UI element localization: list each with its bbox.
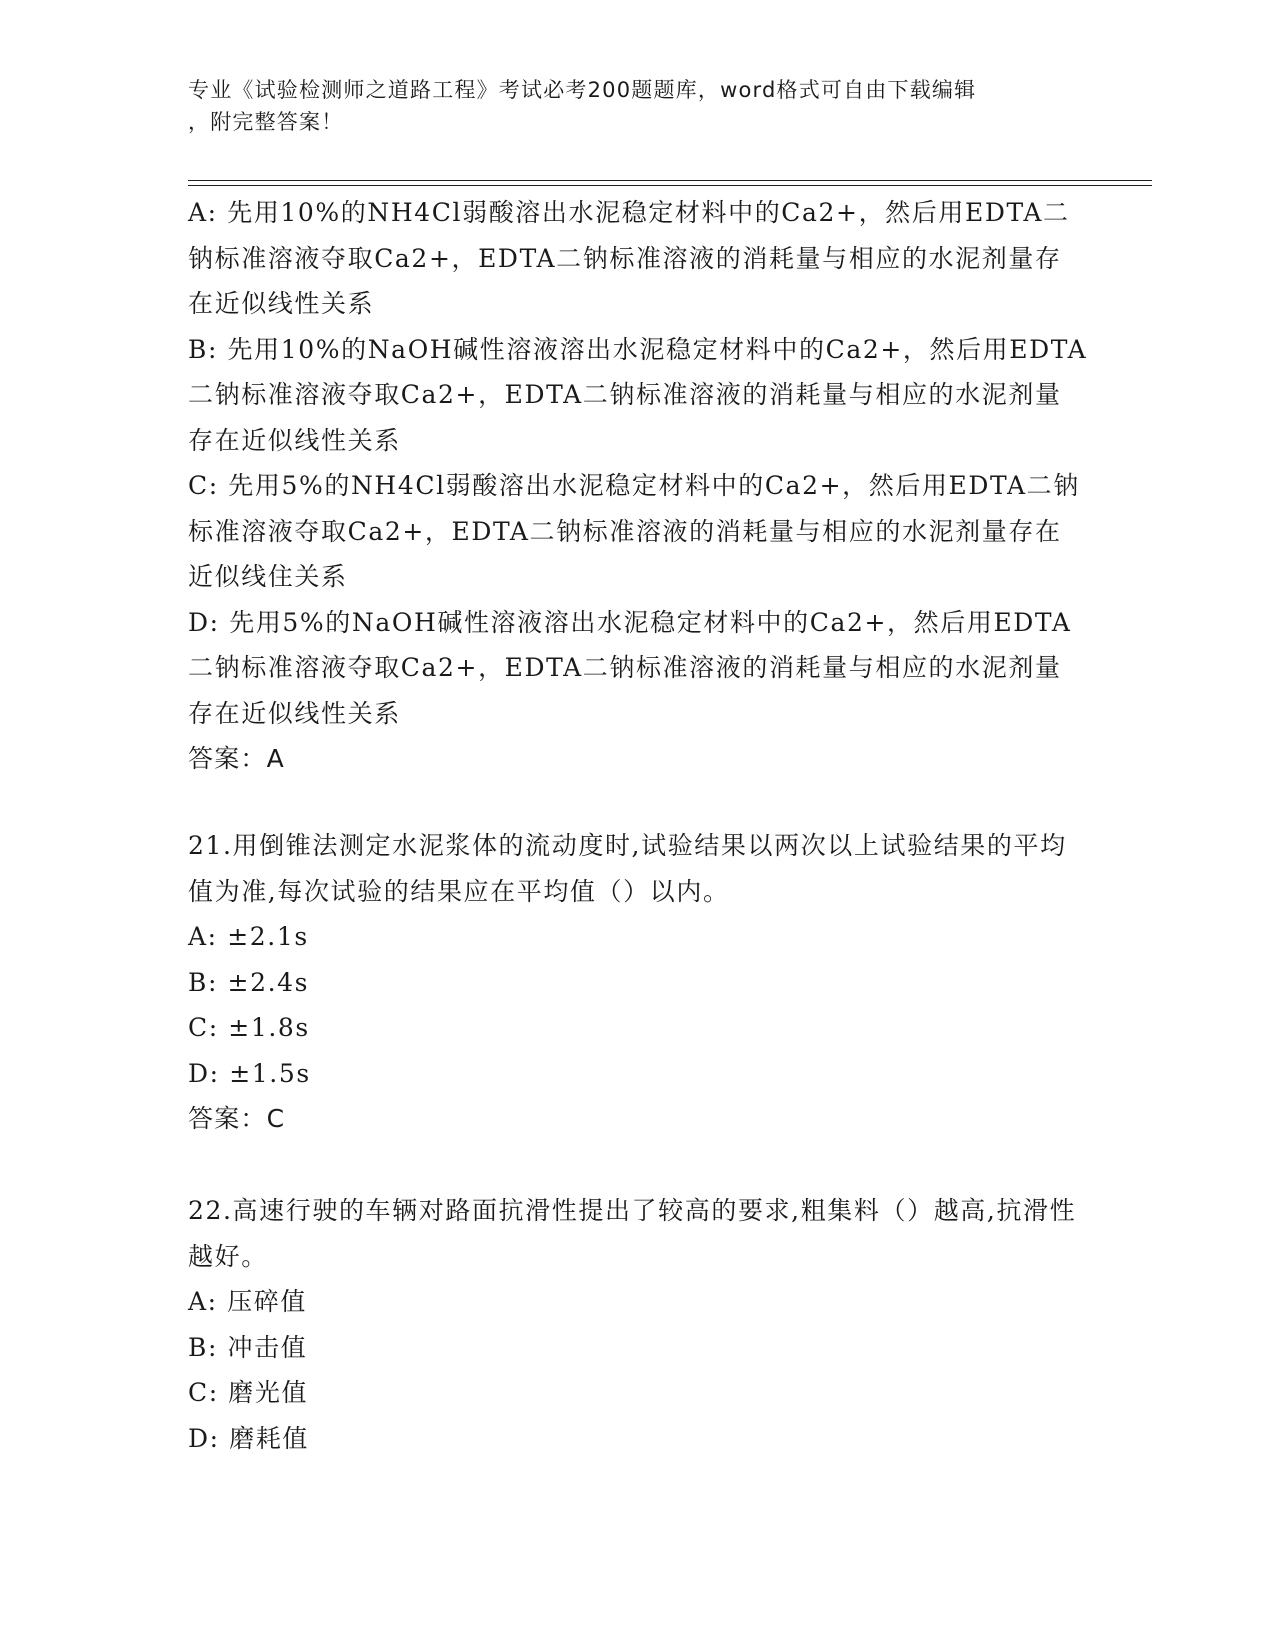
q22-option-b: B: 冲击值	[188, 1332, 308, 1362]
q22-option-a: A: 压碎值	[188, 1287, 308, 1316]
header-divider-bottom	[188, 185, 1152, 186]
q21-option-b: B: ±2.4s	[188, 967, 310, 997]
q20-option-c: C: 先用5%的NH4Cl弱酸溶出水泥稳定材料中的Ca2+，然后用EDTA二钠标准溶液夺取Ca2+，EDTA二钠标准溶液的消耗量与相应的水泥剂量存在近似线住关系	[188, 471, 1080, 591]
q21-answer: 答案：C	[188, 1104, 286, 1133]
q21-option-d: D: ±1.5s	[188, 1058, 311, 1088]
question-21-block	[188, 823, 1088, 1142]
q21-option-a: A: ±2.1s	[188, 922, 309, 951]
q21-stem: 21.用倒锥法测定水泥浆体的流动度时,试验结果以两次以上试验结果的平均值为准,每次试验的结果应在平均值（）以内。	[188, 831, 1067, 906]
q22-option-d: D: 磨耗值	[188, 1423, 310, 1453]
q20-option-b: B: 先用10%的NaOH碱性溶液溶出水泥稳定材料中的Ca2+，然后用EDTA二钠标准溶液夺取Ca2+，EDTA二钠标准溶液的消耗量与相应的水泥剂量存在近似线性关系	[188, 334, 1088, 455]
q22-stem: 22.高速行驶的车辆对路面抗滑性提出了较高的要求,粗集料（）越高,抗滑性越好。	[188, 1196, 1077, 1271]
question-22-block	[188, 1188, 1088, 1461]
q22-option-c: C: 磨光值	[188, 1378, 309, 1407]
header-title-line-2: ，附完整答案！	[188, 110, 344, 134]
q20-option-a: A: 先用10%的NH4Cl弱酸溶出水泥稳定材料中的Ca2+，然后用EDTA二钠标准溶液夺取Ca2+，EDTA二钠标准溶液的消耗量与相应的水泥剂量存在近似线性关系	[188, 198, 1070, 318]
q21-option-c: C: ±1.8s	[188, 1013, 310, 1042]
q20-answer: 答案：A	[188, 744, 285, 773]
document-header	[188, 74, 1068, 138]
question-20-block	[188, 190, 1088, 782]
header-title-line-1: 专业《试验检测师之道路工程》考试必考200题题库，word格式可自由下载编辑	[188, 78, 977, 102]
header-divider-top	[188, 180, 1152, 181]
q20-option-d: D: 先用5%的NaOH碱性溶液溶出水泥稳定材料中的Ca2+，然后用EDTA二钠标准溶液夺取Ca2+，EDTA二钠标准溶液的消耗量与相应的水泥剂量存在近似线性关系	[188, 607, 1072, 728]
